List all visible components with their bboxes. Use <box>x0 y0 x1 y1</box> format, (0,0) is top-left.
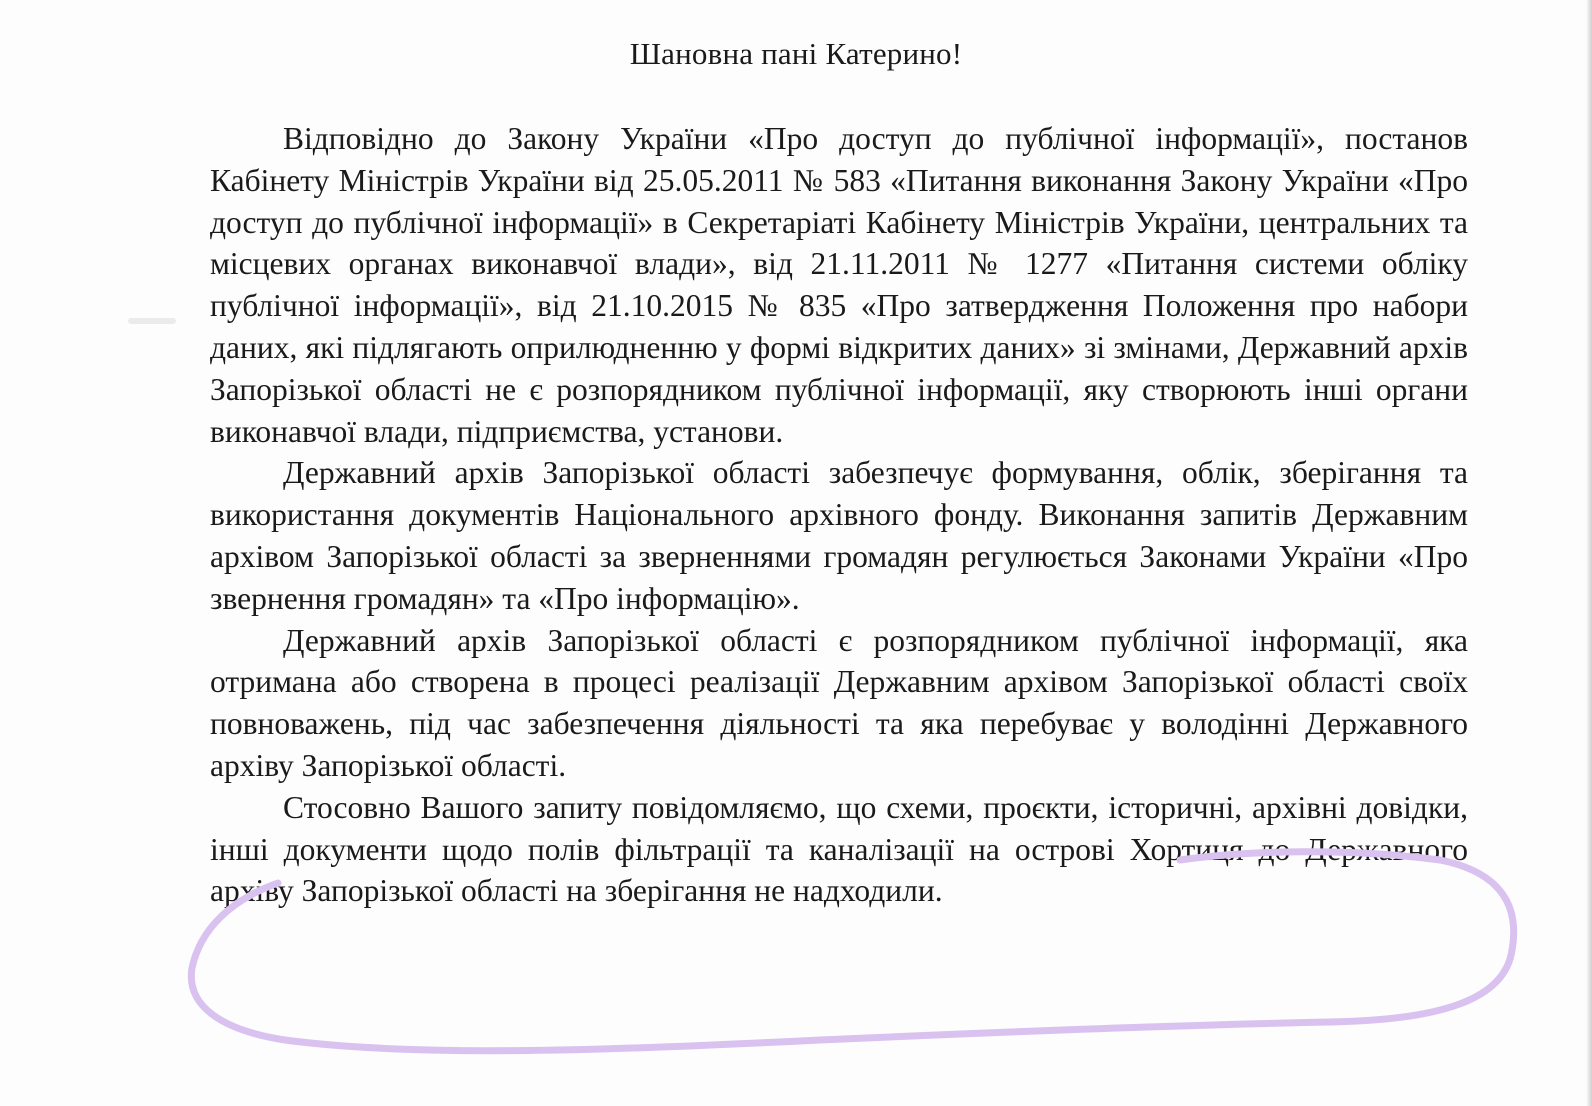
letter-salutation: Шановна пані Катерино! <box>629 36 963 71</box>
paragraph-archive-functions: Державний архів Запорізької області забезпечує формування, облік, зберігання та використання документів Національного архівного фонду. Виконання запитів Державним архівом Запорізької області за зверненнями громадян регулюється Законами України «Про звернення громадян» та «Про інформацію». <box>210 455 1468 616</box>
page-edge-shadow <box>1586 0 1592 1106</box>
letter-body <box>210 118 1468 912</box>
paragraph-public-information: Державний архів Запорізької області є розпорядником публічної інформації, яка отримана або створена в процесі реалізації Державним архівом Запорізької області своїх повноважень, під час забезпечення діяльності та яка перебуває у володінні Державного архіву Запорізької області. <box>210 622 1468 783</box>
scan-smudge <box>128 318 176 324</box>
paragraph-legal-basis: Відповідно до Закону України «Про доступ до публічної інформації», постанов Кабінету Міністрів України від 25.05.2011 № 583 «Питання виконання Закону України «Про доступ до публічної інформації» в Секретаріаті Кабінету Міністрів України, центральних та місцевих органах виконавчої влади», від 21.11.2011 № 1277 «Питання системи обліку публічної інформації», від 21.10.2015 № 835 «Про затвердження Положення про набори даних, які підлягають оприлюдненню у формі відкритих даних» зі змінами, Державний архів Запорізької області не є розпорядником публічної інформації, яку створюють інші органи виконавчої влади, підприємства, установи. <box>210 121 1468 449</box>
paragraph-request-response: Стосовно Вашого запиту повідомляємо, що схеми, проєкти, історичні, архівні довідки, інші документи щодо полів фільтрації та каналізації на острові Хортиця до Державного архіву Запорізької області на зберігання не надходили. <box>210 789 1468 909</box>
